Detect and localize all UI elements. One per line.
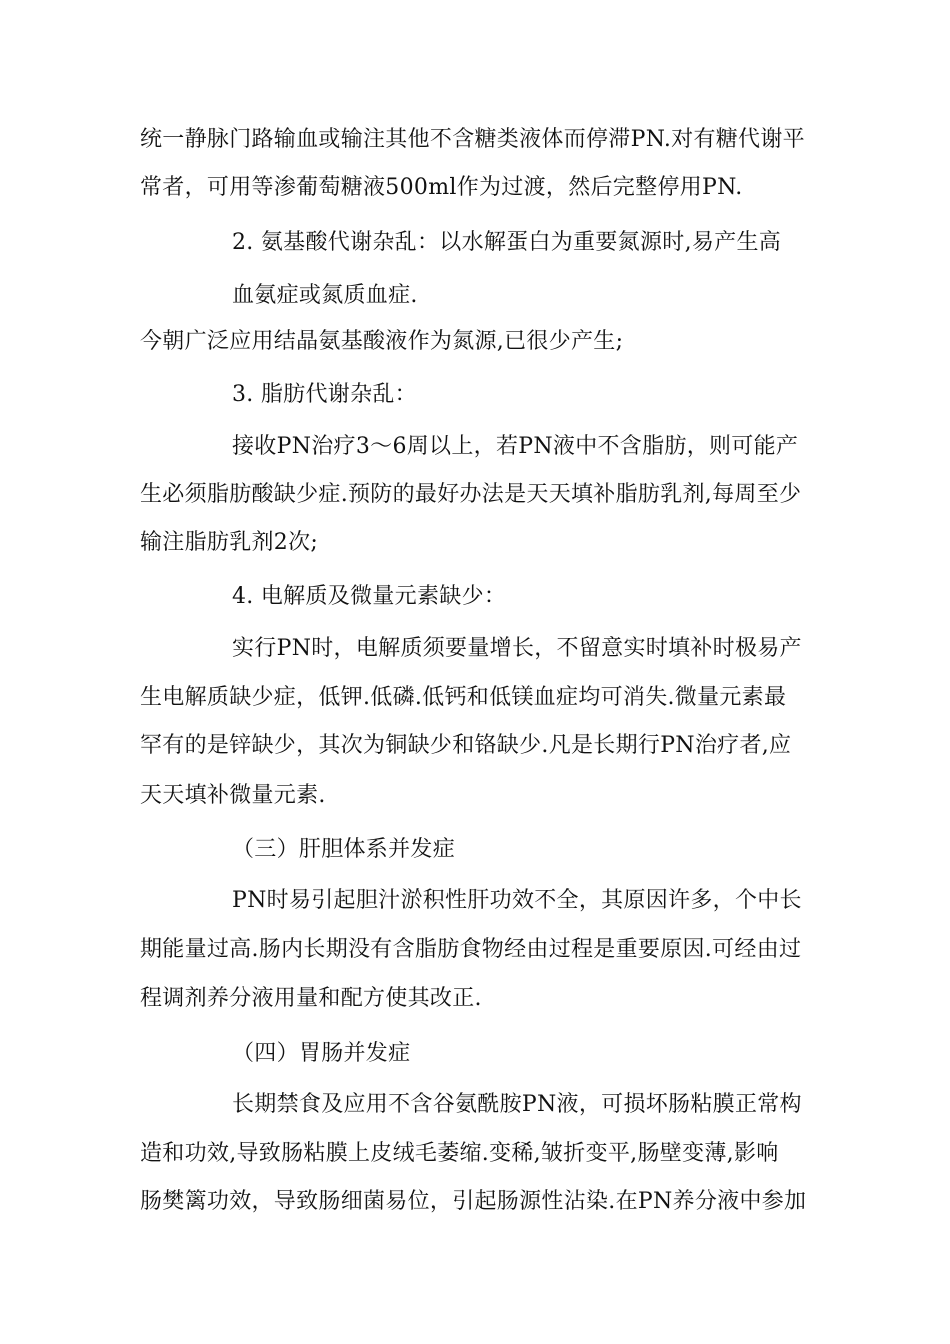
text-line: 输注脂肪乳剂2次; (140, 530, 319, 555)
text-line: 造和功效,导致肠粘膜上皮绒毛萎缩.变稀,皱折变平,肠壁变薄,影响 (140, 1141, 779, 1166)
text-line: 天天填补微量元素. (140, 783, 326, 808)
text-line: 实行PN时，电解质须要量增长，不留意实时填补时极易产 (232, 636, 802, 661)
section-heading: （三）肝胆体系并发症 (232, 837, 456, 862)
text-line: 血氨症或氮质血症. (232, 283, 418, 308)
text-line: 接收PN治疗3～6周以上，若PN液中不含脂肪，则可能产 (232, 434, 799, 459)
text-line: 统一静脉门路输血或输注其他不含糖类液体而停滞PN.对有糖代谢平 (140, 127, 805, 152)
text-line: 罕有的是锌缺少，其次为铜缺少和铬缺少.凡是长期行PN治疗者,应 (140, 733, 792, 758)
text-line: 长期禁食及应用不含谷氨酰胺PN液，可损坏肠粘膜正常构 (232, 1092, 802, 1117)
section-heading: （四）胃肠并发症 (232, 1041, 411, 1066)
text-line: 程调剂养分液用量和配方使其改正. (140, 986, 482, 1011)
text-line: 今朝广泛应用结晶氨基酸液作为氮源,已很少产生; (140, 329, 624, 354)
text-line: 生必须脂肪酸缺少症.预防的最好办法是天天填补脂肪乳剂,每周至少 (140, 482, 802, 507)
text-line: 生电解质缺少症，低钾.低磷.低钙和低镁血症均可消失.微量元素最 (140, 685, 787, 710)
text-line: 3. 脂肪代谢杂乱： (232, 382, 417, 407)
text-line: 4. 电解质及微量元素缺少： (232, 584, 507, 609)
text-line: 常者，可用等渗葡萄糖液500ml作为过渡，然后完整停用PN. (140, 175, 743, 200)
text-line: 2. 氨基酸代谢杂乱：以水解蛋白为重要氮源时,易产生高 (232, 230, 782, 255)
text-line: 期能量过高.肠内长期没有含脂肪食物经由过程是重要原因.可经由过 (140, 937, 802, 962)
text-line: PN时易引起胆汁淤积性肝功效不全，其原因许多，个中长 (232, 888, 802, 913)
text-line: 肠樊篱功效，导致肠细菌易位，引起肠源性沾染.在PN养分液中参加 (140, 1189, 807, 1214)
